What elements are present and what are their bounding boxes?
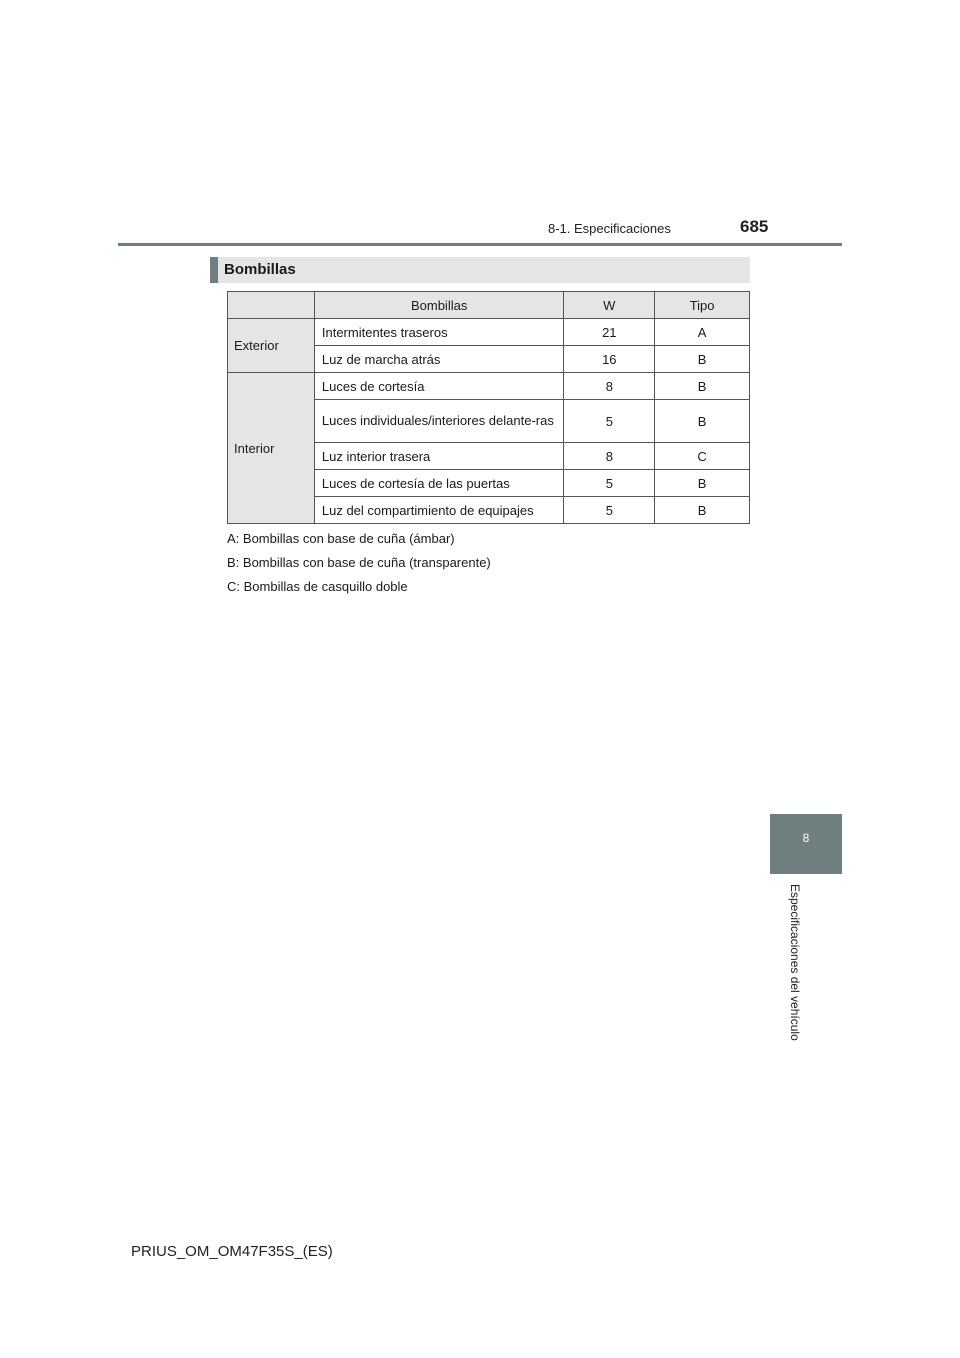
bulb-watts: 8 — [564, 443, 655, 470]
table-header-row — [228, 292, 750, 319]
bulb-name: Luces de cortesía de las puertas — [314, 470, 564, 497]
section-heading: Bombillas — [210, 257, 750, 283]
bulb-watts: 5 — [564, 400, 655, 443]
bulb-type: B — [655, 497, 750, 524]
bulb-watts: 5 — [564, 470, 655, 497]
bulb-watts: 5 — [564, 497, 655, 524]
note-type-b: B: Bombillas con base de cuña (transparente) — [227, 555, 491, 570]
bulb-watts: 21 — [564, 319, 655, 346]
bulb-name: Luz interior trasera — [314, 443, 564, 470]
page-number: 685 — [740, 217, 769, 236]
bulb-name: Luz de marcha atrás — [314, 346, 564, 373]
bulb-type: C — [655, 443, 750, 470]
column-header-bulbs: Bombillas — [314, 292, 564, 319]
bulb-type: B — [655, 470, 750, 497]
document-code: PRIUS_OM_OM47F35S_(ES) — [131, 1243, 333, 1260]
header-rule — [118, 243, 842, 246]
column-header-watts: W — [564, 292, 655, 319]
bulb-name: Luces de cortesía — [314, 373, 564, 400]
bulb-type: B — [655, 400, 750, 443]
group-label-interior: Interior — [228, 373, 315, 524]
bulb-type: A — [655, 319, 750, 346]
note-type-a: A: Bombillas con base de cuña (ámbar) — [227, 531, 455, 546]
bulb-name: Luces individuales/interiores delante-ras — [314, 400, 564, 443]
bulb-name: Intermitentes traseros — [314, 319, 564, 346]
header-section-title: 8-1. Especificaciones — [548, 221, 671, 236]
bulb-type: B — [655, 346, 750, 373]
bulbs-table — [227, 291, 750, 524]
bulb-type: B — [655, 373, 750, 400]
note-type-c: C: Bombillas de casquillo doble — [227, 579, 408, 594]
bulb-watts: 16 — [564, 346, 655, 373]
bulb-type-notes — [227, 531, 491, 603]
chapter-number: 8 — [802, 831, 810, 845]
group-label-exterior: Exterior — [228, 319, 315, 373]
table-row — [228, 373, 750, 400]
chapter-tab — [770, 814, 842, 874]
column-header-group — [228, 292, 315, 319]
table-row — [228, 319, 750, 346]
bulb-name: Luz del compartimiento de equipajes — [314, 497, 564, 524]
chapter-side-title: Especificaciones del vehículo — [788, 884, 802, 1041]
column-header-type: Tipo — [655, 292, 750, 319]
bulb-watts: 8 — [564, 373, 655, 400]
